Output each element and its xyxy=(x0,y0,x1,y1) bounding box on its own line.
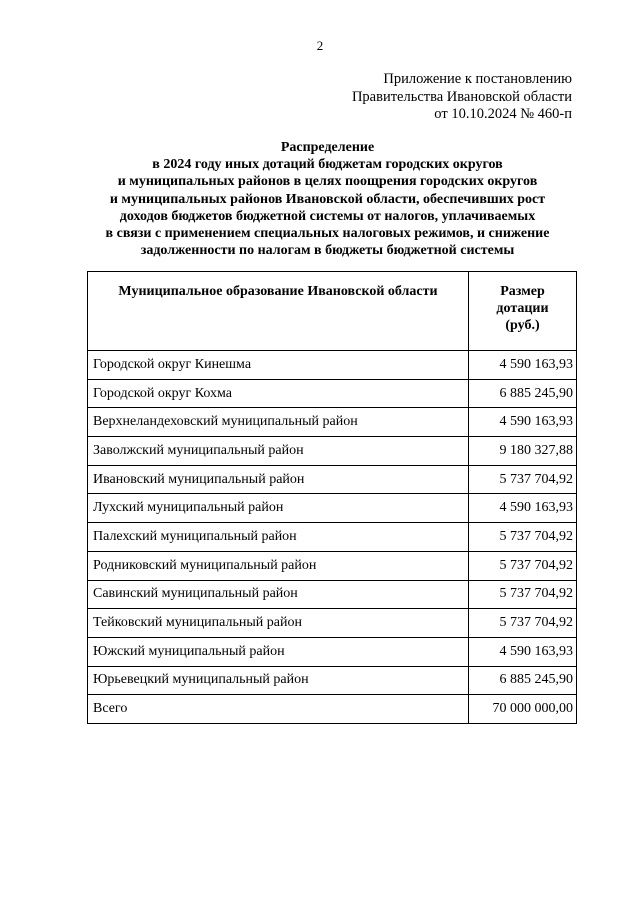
title-line: и муниципальных районов в целях поощрения городских округов xyxy=(117,174,538,190)
subsidy-amount: 6 885 245,90 xyxy=(469,379,577,408)
header-amount xyxy=(469,272,577,351)
title-line: доходов бюджетов бюджетной системы от налогов, уплачиваемых xyxy=(119,208,536,224)
table-row xyxy=(88,465,577,494)
appendix-line: Приложение к постановлению xyxy=(383,71,572,87)
appendix-block xyxy=(352,71,572,124)
municipality-name: Ивановский муниципальный район xyxy=(88,465,469,494)
distribution-table xyxy=(87,271,577,724)
municipality-name: Лухский муниципальный район xyxy=(88,494,469,523)
table-total-row xyxy=(88,695,577,724)
subsidy-amount: 5 737 704,92 xyxy=(469,551,577,580)
subsidy-amount: 4 590 163,93 xyxy=(469,494,577,523)
page-number: 2 xyxy=(316,38,324,53)
table-row xyxy=(88,523,577,552)
total-label: Всего xyxy=(88,695,469,724)
subsidy-amount: 5 737 704,92 xyxy=(469,580,577,609)
subsidy-amount: 4 590 163,93 xyxy=(469,351,577,380)
table-row xyxy=(88,580,577,609)
municipality-name: Родниковский муниципальный район xyxy=(88,551,469,580)
subsidy-amount: 4 590 163,93 xyxy=(469,637,577,666)
header-amount-line: (руб.) xyxy=(505,318,540,333)
table-row xyxy=(88,551,577,580)
subsidy-amount: 5 737 704,92 xyxy=(469,523,577,552)
table-row xyxy=(88,609,577,638)
municipality-name: Верхнеландеховский муниципальный район xyxy=(88,408,469,437)
header-amount-line: дотации xyxy=(496,301,549,316)
municipality-name: Юрьевецкий муниципальный район xyxy=(88,666,469,695)
title-line: Распределение xyxy=(280,140,375,155)
table-header-row xyxy=(88,272,577,351)
municipality-name: Заволжский муниципальный район xyxy=(88,437,469,466)
table-row xyxy=(88,637,577,666)
municipality-name: Городской округ Кохма xyxy=(88,379,469,408)
table-row xyxy=(88,494,577,523)
document-title xyxy=(60,139,595,259)
total-amount: 70 000 000,00 xyxy=(469,695,577,724)
municipality-name: Палехский муниципальный район xyxy=(88,523,469,552)
appendix-line: от 10.10.2024 № 460-п xyxy=(434,106,572,122)
table-row xyxy=(88,437,577,466)
title-line: и муниципальных районов Ивановской области, обеспечивших рост xyxy=(109,191,546,207)
municipality-name: Тейковский муниципальный район xyxy=(88,609,469,638)
subsidy-amount: 6 885 245,90 xyxy=(469,666,577,695)
subsidy-amount: 5 737 704,92 xyxy=(469,609,577,638)
appendix-line: Правительства Ивановской области xyxy=(351,88,572,105)
subsidy-amount: 5 737 704,92 xyxy=(469,465,577,494)
header-amount-line: Размер xyxy=(500,284,545,299)
header-municipality: Муниципальное образование Ивановской области xyxy=(88,272,469,351)
municipality-name: Южский муниципальный район xyxy=(88,637,469,666)
municipality-name: Городской округ Кинешма xyxy=(88,351,469,380)
table-row xyxy=(88,379,577,408)
title-line: в связи с применением специальных налоговых режимов, и снижение xyxy=(105,226,550,242)
table-row xyxy=(88,351,577,380)
table-row xyxy=(88,408,577,437)
title-line: задолженности по налогам в бюджеты бюджетной системы xyxy=(140,243,515,259)
subsidy-amount: 4 590 163,93 xyxy=(469,408,577,437)
table-row xyxy=(88,666,577,695)
subsidy-amount: 9 180 327,88 xyxy=(469,437,577,466)
title-line: в 2024 году иных дотаций бюджетам городских округов xyxy=(152,157,503,173)
municipality-name: Савинский муниципальный район xyxy=(88,580,469,609)
